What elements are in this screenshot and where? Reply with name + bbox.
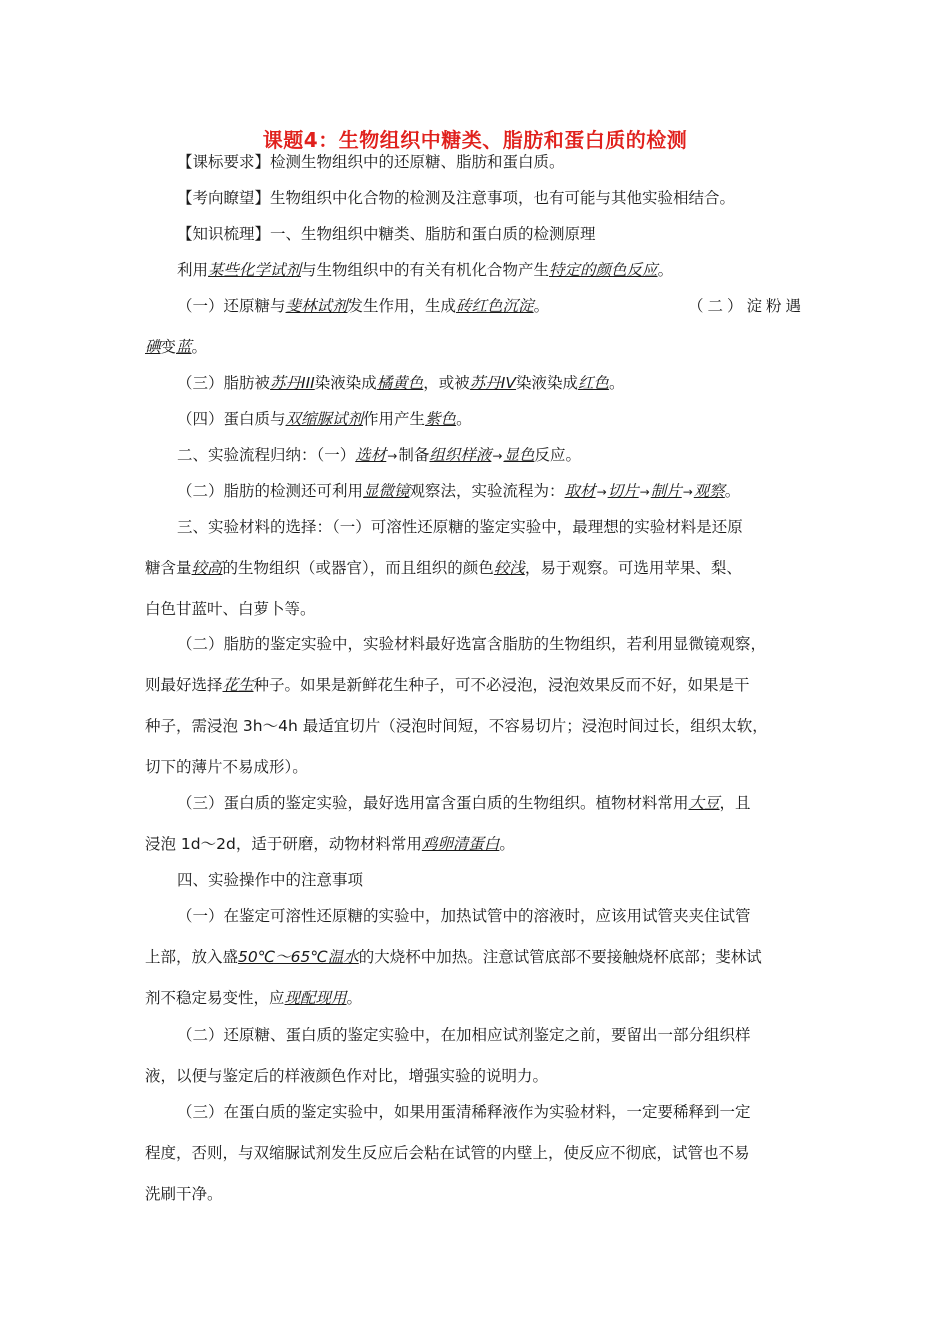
blank-answer: 花生 [222, 676, 254, 694]
blank-answer: 切片 [607, 482, 639, 500]
arrow-icon: → [387, 449, 398, 463]
blank-answer: 蓝 [176, 338, 192, 356]
blank-answer: 苏丹IV [469, 374, 516, 392]
arrow-icon: → [596, 485, 607, 499]
protein-line: （四）蛋白质与双缩脲试剂作用产生紫色。 [177, 410, 472, 428]
blank-answer: 现配现用 [284, 989, 347, 1007]
blank-answer: 观察 [693, 482, 725, 500]
arrow-icon: → [492, 449, 503, 463]
blank-answer: 大豆 [688, 794, 720, 812]
starch-line: 碘变蓝。 [145, 338, 208, 356]
blank-answer: 红色 [577, 374, 609, 392]
reducing-sugar-line: （一）还原糖与斐林试剂发生作用，生成砖红色沉淀。 （二）淀粉遇 [177, 297, 805, 315]
caution-1-line-1: （一）在鉴定可溶性还原糖的实验中，加热试管中的溶液时，应该用试管夹夹住试管 [177, 907, 751, 925]
blank-answer: 斐林试剂 [285, 297, 348, 315]
blank-answer: 鸡卵清蛋白 [421, 835, 500, 853]
fat-material-line-2: 则最好选择花生种子。如果是新鲜花生种子，可不必浸泡，浸泡效果反而不好，如果是干 [145, 676, 750, 694]
blank-answer: 50℃～65℃温水 [238, 948, 359, 966]
caution-3-line-3: 洗刷干净。 [145, 1185, 223, 1203]
materials-line-3: 白色甘蓝叶、白萝卜等。 [145, 600, 316, 618]
curriculum-requirement: 【课标要求】检测生物组织中的还原糖、脂肪和蛋白质。 [177, 153, 565, 171]
blank-answer: 选材 [355, 446, 387, 464]
section-four-heading: 四、实验操作中的注意事项 [177, 871, 364, 889]
principle-line: 利用某些化学试剂与生物组织中的有关有机化合物产生特定的颜色反应。 [177, 261, 674, 279]
blank-answer: 橘黄色 [376, 374, 424, 392]
caution-1-line-2: 上部，放入盛50℃～65℃温水的大烧杯中加热。注意试管底部不要接触烧杯底部；斐林试 [145, 948, 762, 966]
document-title: 课题4：生物组织中糖类、脂肪和蛋白质的检测 [262, 128, 688, 152]
fat-microscope-line: （二）脂肪的检测还可利用显微镜观察法，实验流程为：取材→切片→制片→观察。 [177, 482, 741, 500]
protein-material-line-1: （三）蛋白质的鉴定实验，最好选用富含蛋白质的生物组织。植物材料常用大豆，且 [177, 794, 751, 812]
blank-answer: 制片 [650, 482, 682, 500]
fat-material-line-3: 种子，需浸泡 3h～4h 最适宜切片（浸泡时间短，不容易切片；浸泡时间过长，组织太软， [145, 717, 768, 735]
blank-answer: 显色 [503, 446, 535, 464]
blank-answer: 紫色 [425, 410, 457, 428]
fat-material-line-4: 切下的薄片不易成形）。 [145, 758, 308, 776]
blank-answer: 特定的颜色反应 [549, 261, 658, 279]
blank-answer: 双缩脲试剂 [285, 410, 364, 428]
blank-answer: 苏丹III [270, 374, 315, 392]
blank-answer: 显微镜 [363, 482, 410, 500]
materials-line-1: 三、实验材料的选择：（一）可溶性还原糖的鉴定实验中，最理想的实验材料是还原 [177, 518, 743, 536]
knowledge-heading: 【知识梳理】一、生物组织中糖类、脂肪和蛋白质的检测原理 [177, 225, 596, 243]
blank-answer: 碘 [145, 338, 161, 356]
process-summary-line: 二、实验流程归纳：（一）选材→制备组织样液→显色反应。 [177, 446, 581, 464]
fat-line: （三）脂肪被苏丹III染液染成橘黄色，或被苏丹IV染液染成红色。 [177, 374, 625, 392]
blank-answer: 组织样液 [429, 446, 492, 464]
arrow-icon: → [682, 485, 693, 499]
caution-3-line-1: （三）在蛋白质的鉴定实验中，如果用蛋清稀释液作为实验材料，一定要稀释到一定 [177, 1103, 751, 1121]
blank-answer: 较浅 [493, 559, 525, 577]
blank-answer: 某些化学试剂 [208, 261, 302, 279]
caution-1-line-3: 剂不稳定易变性，应现配现用。 [145, 989, 363, 1007]
protein-material-line-2: 浸泡 1d～2d，适于研磨，动物材料常用鸡卵清蛋白。 [145, 835, 515, 853]
caution-2-line-1: （二）还原糖、蛋白质的鉴定实验中，在加相应试剂鉴定之前，要留出一部分组织样 [177, 1026, 751, 1044]
caution-3-line-2: 程度，否则，与双缩脲试剂发生反应后会粘在试管的内壁上，使反应不彻底，试管也不易 [145, 1144, 750, 1162]
blank-answer: 较高 [191, 559, 223, 577]
arrow-icon: → [639, 485, 650, 499]
exam-outlook: 【考向瞭望】生物组织中化合物的检测及注意事项，也有可能与其他实验相结合。 [177, 189, 736, 207]
materials-line-2: 糖含量较高的生物组织（或器官），而且组织的颜色较浅，易于观察。可选用苹果、梨、 [145, 559, 742, 577]
caution-2-line-2: 液，以便与鉴定后的样液颜色作对比，增强实验的说明力。 [145, 1067, 549, 1085]
blank-answer: 取材 [564, 482, 596, 500]
fat-material-line-1: （二）脂肪的鉴定实验中，实验材料最好选富含脂肪的生物组织，若利用显微镜观察， [177, 635, 767, 653]
blank-answer: 砖红色沉淀 [456, 297, 534, 315]
